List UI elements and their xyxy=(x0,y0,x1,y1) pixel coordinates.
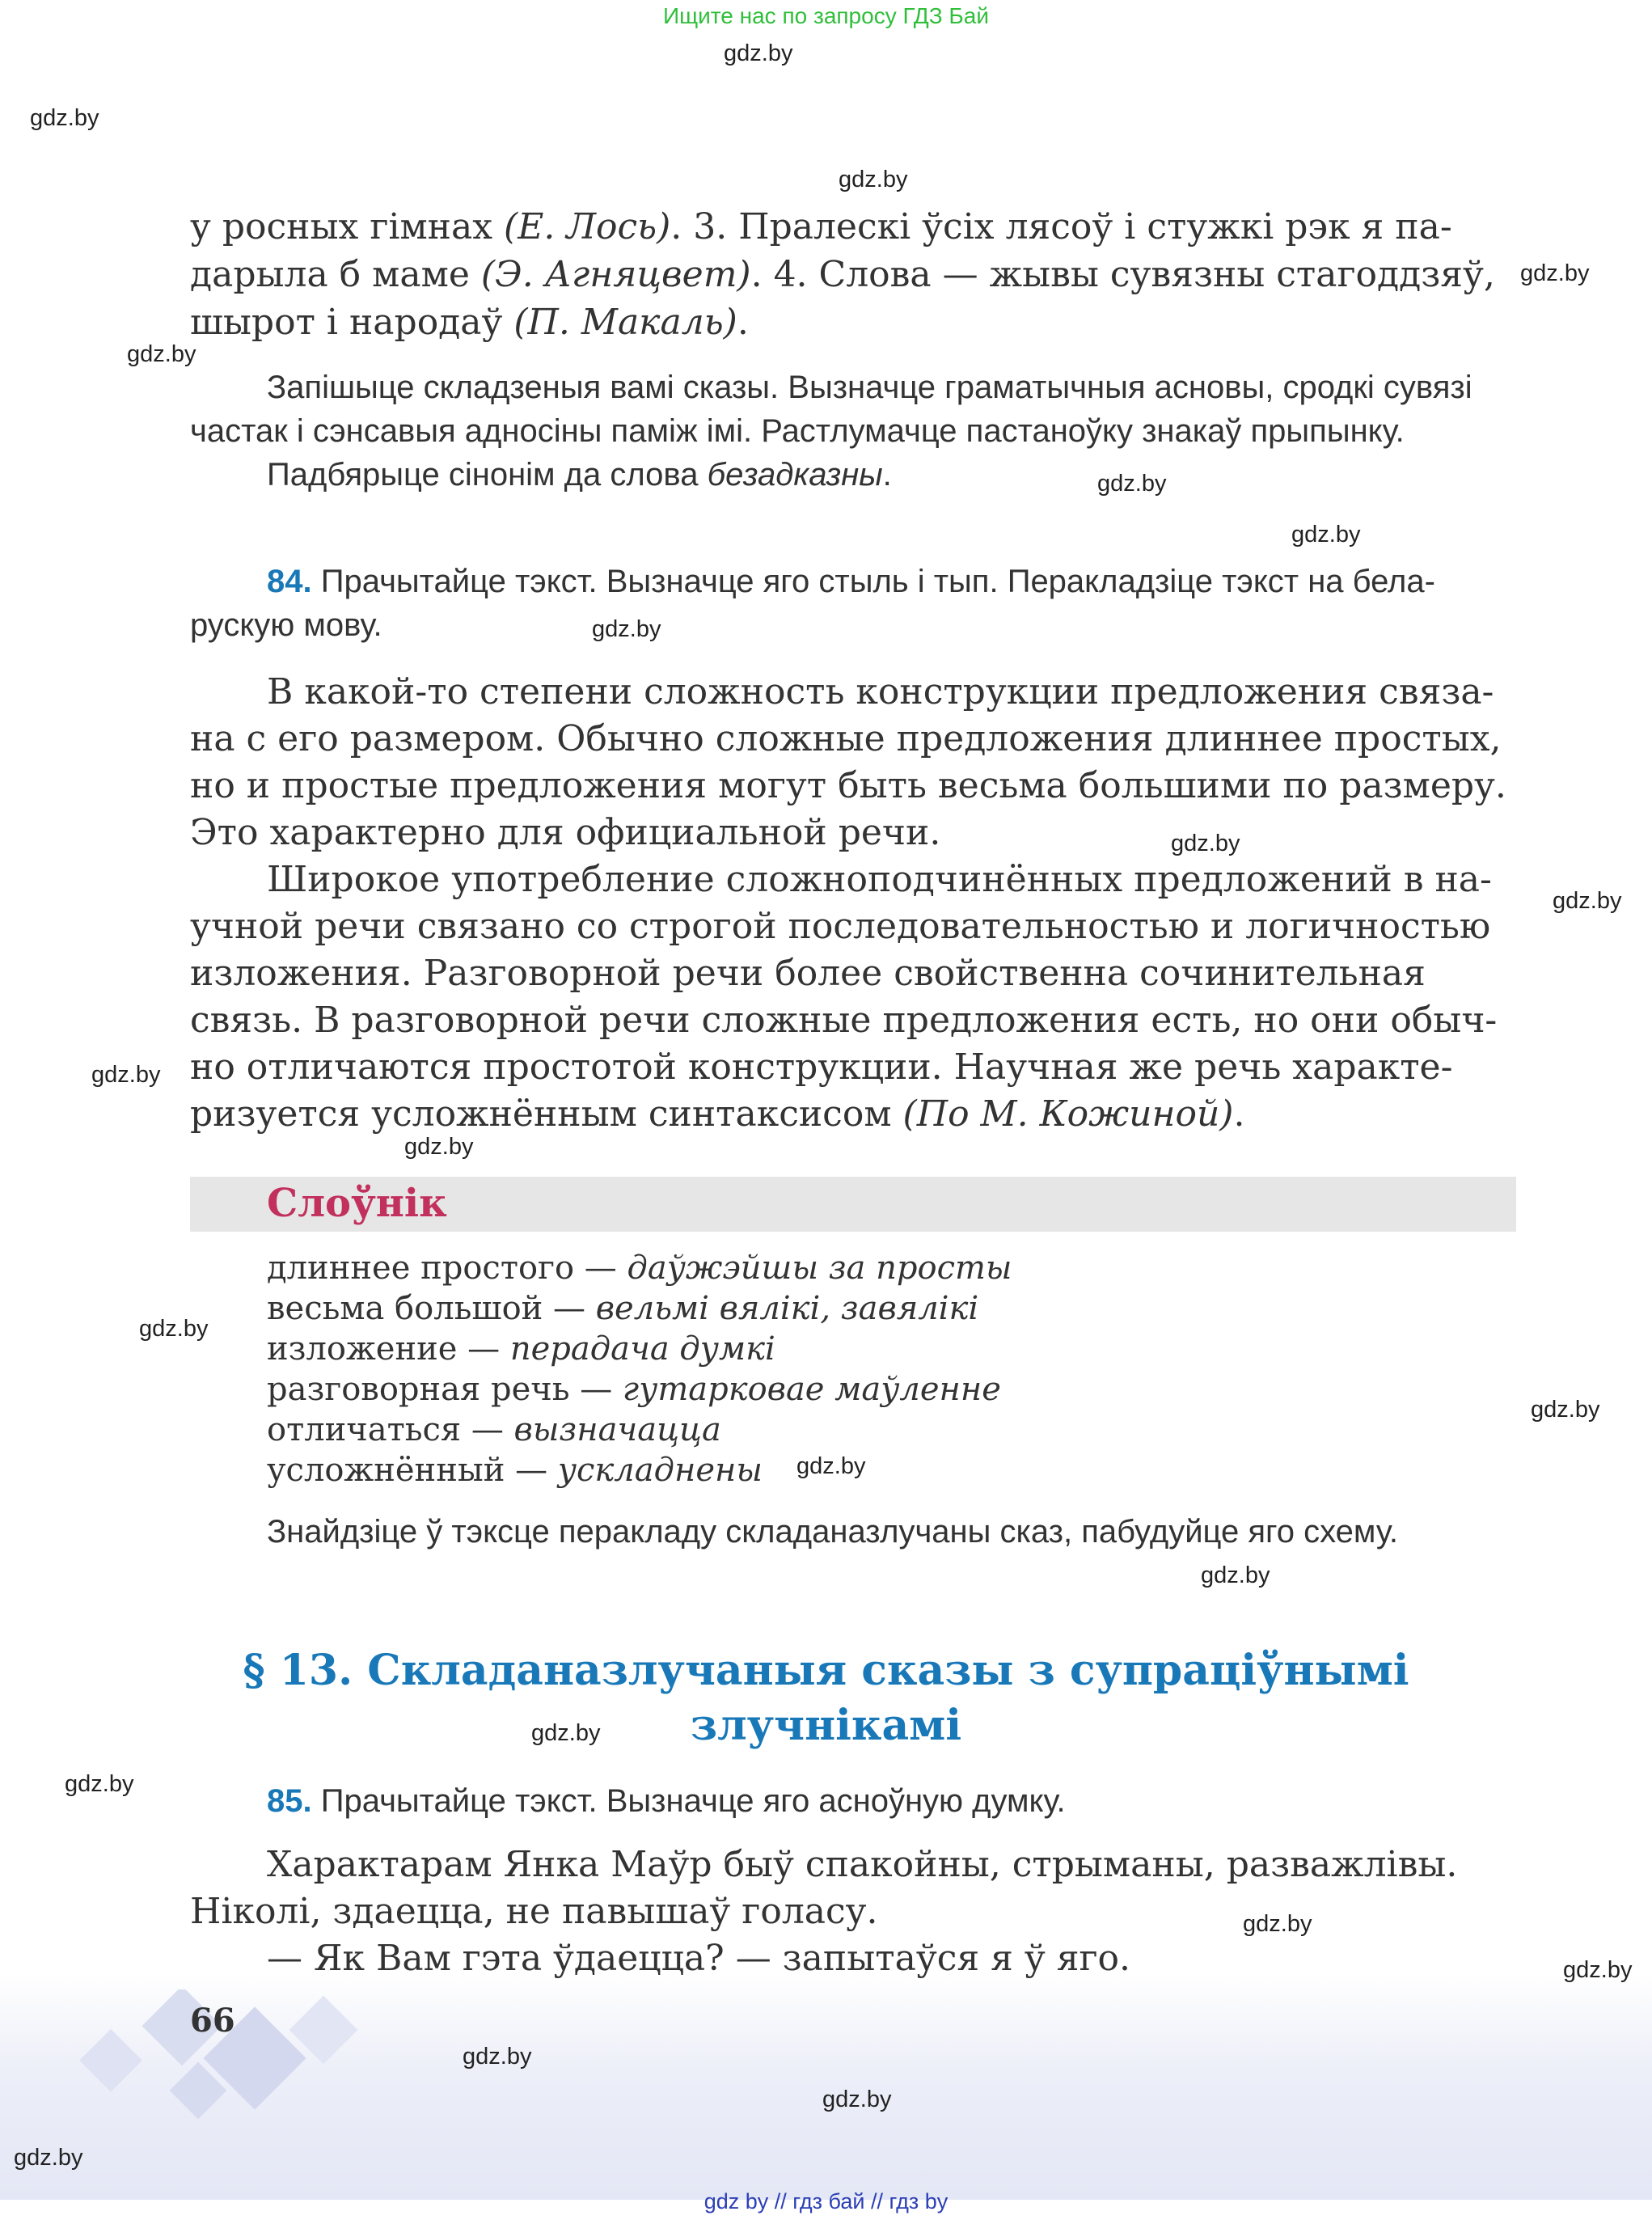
task-line: частак і сэнсавыя адносіны паміж імі. Растлумачце пастаноўку знакаў прыпынку. xyxy=(190,413,1405,449)
vocabulary-entry: разговорная речь — гутарковае маўленне xyxy=(267,1371,1001,1408)
footer-links: gdz by // гдз бай // гдз by xyxy=(703,2189,949,2213)
exercise-instruction: 84. Прачытайце тэкст. Вызначце яго стыль і тып. Перакладзіце тэкст на бела- xyxy=(267,564,1435,599)
watermark: gdz.by xyxy=(404,1134,474,1160)
watermark: gdz.by xyxy=(139,1316,209,1342)
watermark: gdz.by xyxy=(91,1062,161,1088)
watermark: gdz.by xyxy=(724,40,793,66)
task-line: Падбярыце сінонім да слова безадказны. xyxy=(267,457,892,493)
watermark: gdz.by xyxy=(592,616,661,642)
text-line: изложения. Разговорной речи более свойственна сочинительная xyxy=(190,953,1426,994)
section-title: злучнікамі xyxy=(690,1701,962,1750)
watermark: gdz.by xyxy=(1520,260,1590,286)
text-line: но отличаются простотой конструкции. Научная же речь характе- xyxy=(190,1046,1453,1088)
search-hint: Ищите нас по запросу ГДЗ Бай xyxy=(662,3,990,28)
text-line: Это характерно для официальной речи. xyxy=(190,812,941,853)
text-line: Характарам Янка Маўр быў спакойны, стрыманы, разважлівы. xyxy=(267,1844,1458,1885)
text-line: В какой-то степени сложность конструкции предложения связа- xyxy=(267,671,1494,712)
exercise-instruction: рускую мову. xyxy=(190,607,382,643)
watermark: gdz.by xyxy=(463,2044,532,2070)
text-line: связь. В разговорной речи сложные предложения есть, но они обыч- xyxy=(190,1000,1498,1041)
text-line: на с его размером. Обычно сложные предложения длиннее простых, xyxy=(190,718,1502,759)
exercise-number: 85. xyxy=(267,1783,312,1819)
task-line: Запішыце складзеныя вамі сказы. Вызначце граматычныя асновы, сродкі сувязі xyxy=(267,370,1472,405)
watermark: gdz.by xyxy=(839,167,908,192)
watermark: gdz.by xyxy=(127,341,196,367)
page-number: 66 xyxy=(190,2002,235,2040)
text-line: — Як Вам гэта ўдаецца? — запытаўся я ў яго. xyxy=(267,1938,1131,1979)
watermark: gdz.by xyxy=(1553,888,1622,914)
task-line: Знайдзіце ў тэксце перакладу складаназлучаны сказ, пабудуйце яго схему. xyxy=(267,1514,1398,1550)
vocabulary-title: Слоўнік xyxy=(267,1181,447,1226)
watermark: gdz.by xyxy=(1291,522,1361,548)
text-line: ризуется усложнённым синтаксисом (По М. Кожиной). xyxy=(190,1093,1245,1135)
text-line: у росных гімнах (Е. Лось). 3. Пралескі ўсіх лясоў і стужкі рэк я па- xyxy=(190,206,1452,247)
watermark: gdz.by xyxy=(1097,471,1167,497)
text-line: шырот і народаў (П. Макаль). xyxy=(190,302,749,343)
watermark: gdz.by xyxy=(796,1453,866,1479)
text-line: Широкое употребление сложноподчинённых предложений в на- xyxy=(267,859,1492,900)
watermark: gdz.by xyxy=(1563,1957,1633,1983)
watermark: gdz.by xyxy=(1201,1562,1270,1588)
text-line: учной речи связано со строгой последовательностью и логичностью xyxy=(190,906,1491,947)
watermark: gdz.by xyxy=(14,2145,83,2171)
watermark: gdz.by xyxy=(30,105,99,131)
watermark: gdz.by xyxy=(65,1771,134,1797)
text-line: но и простые предложения могут быть весьма большими по размеру. xyxy=(190,765,1506,806)
vocabulary-entry: усложнённый — ускладнены xyxy=(267,1452,763,1489)
vocabulary-entry: отличаться — вызначацца xyxy=(267,1411,721,1448)
exercise-number: 84. xyxy=(267,564,312,599)
text-line: дарыла б маме (Э. Агняцвет). 4. Слова — жывы сувязны стагоддзяў, xyxy=(190,254,1495,295)
watermark: gdz.by xyxy=(531,1720,601,1746)
exercise-instruction: 85. Прачытайце тэкст. Вызначце яго асноўную думку. xyxy=(267,1783,1066,1819)
watermark: gdz.by xyxy=(1531,1397,1600,1423)
vocabulary-entry: весьма большой — вельмі вялікі, завялікі xyxy=(267,1290,979,1327)
vocabulary-entry: изложение — перадача думкі xyxy=(267,1330,775,1368)
section-title: § 13. Складаназлучаныя сказы з супраціўнымі xyxy=(243,1646,1409,1695)
watermark: gdz.by xyxy=(1243,1911,1312,1937)
watermark: gdz.by xyxy=(1171,831,1240,856)
watermark: gdz.by xyxy=(822,2087,892,2112)
vocabulary-entry: длиннее простого — даўжэйшы за просты xyxy=(267,1249,1012,1287)
text-line: Ніколі, здаецца, не павышаў голасу. xyxy=(190,1891,878,1932)
